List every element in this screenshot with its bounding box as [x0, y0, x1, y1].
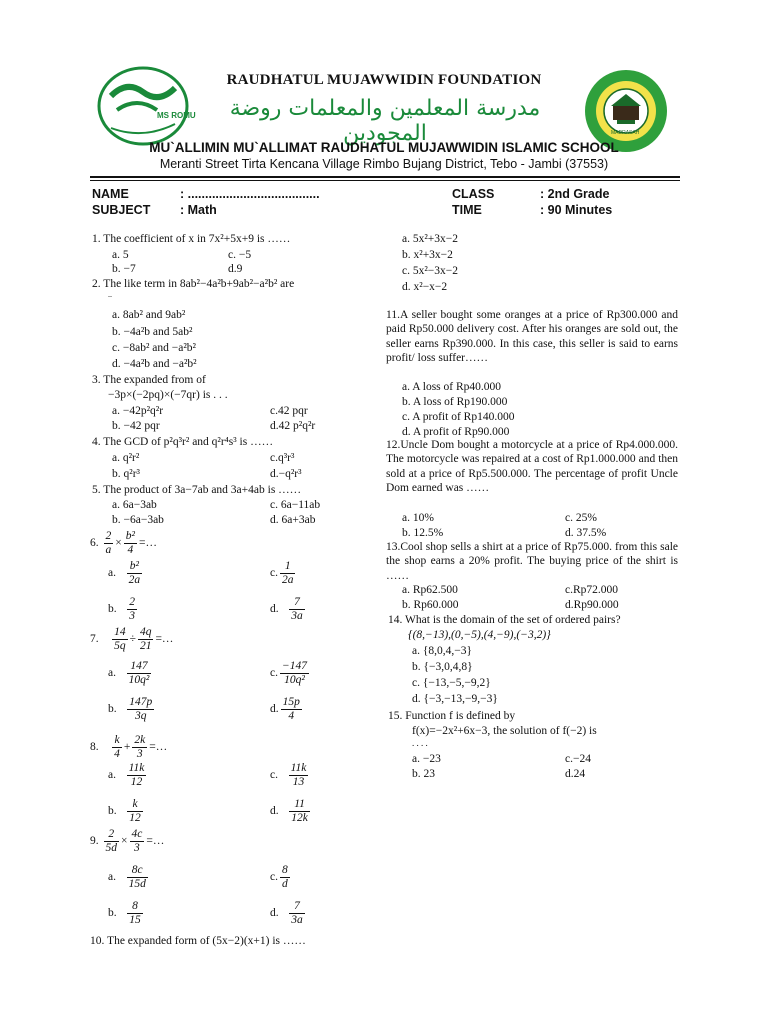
question-12: 12.Uncle Dom bought a motorcycle at a price of Rp4.000.000. The motorcycle was repaired at a cost of Rp1.000.000 and then sold at a price of Rp5.500.000. The percentage of profit Uncle Dom earned was ……: [386, 439, 678, 495]
q6a-label: a.: [108, 566, 116, 579]
q9b-num: 8: [127, 900, 143, 914]
q7d-den: 4: [288, 709, 295, 722]
q2-option-d[interactable]: d. −4a²b and −a²b²: [112, 358, 197, 370]
q10-option-a[interactable]: a. 5x²+3x−2: [402, 233, 459, 245]
q7a-num: 147: [127, 660, 152, 674]
q7a-label: a.: [108, 666, 116, 679]
q6-f1-den: a: [105, 543, 112, 556]
q9-f2-num: 4c: [131, 828, 143, 840]
q8d-label: d.: [270, 804, 279, 817]
school-address: Meranti Street Tirta Kencana Village Rimbo Bujang District, Tebo - Jambi (37553): [159, 157, 609, 171]
question-15-function: f(x)=−2x²+6x−3, the solution of f(−2) is: [412, 725, 597, 737]
q7c-label: c.: [270, 666, 278, 679]
q9-f1-num: 2: [104, 828, 120, 842]
q14-option-b[interactable]: b. {−3,0,4,8}: [412, 661, 473, 673]
q3-option-c[interactable]: c.42 pqr: [270, 405, 308, 417]
q3-option-a[interactable]: a. −42p²q²r: [112, 405, 164, 417]
q13-option-a[interactable]: a. Rp62.500: [402, 584, 458, 596]
q13-option-b[interactable]: b. Rp60.000: [402, 599, 459, 611]
q15-option-c[interactable]: c.−24: [565, 753, 591, 765]
q3-option-d[interactable]: d.42 p²q²r: [270, 420, 316, 432]
q8d-den: 12k: [291, 811, 308, 824]
q8-f2-num: 2k: [134, 734, 146, 746]
q10-option-d[interactable]: d. x²−x−2: [402, 281, 448, 293]
q8a-label: a.: [108, 768, 116, 781]
q7b-num: 147p: [129, 696, 153, 708]
q6-f2-den: 4: [127, 543, 134, 556]
question-3: 3. The expanded from of: [92, 374, 206, 386]
q7c-num: −147: [281, 660, 307, 672]
q14-option-d[interactable]: d. {−3,−13,−9,−3}: [412, 693, 498, 705]
q9c-label: c.: [270, 870, 278, 883]
question-2: 2. The like term in 8ab²−4a²b+9ab²−a²b² are: [92, 278, 295, 290]
q4-option-a[interactable]: a. q²r²: [112, 452, 140, 464]
q8-plus: +: [123, 740, 131, 753]
q4-option-d[interactable]: d.−q²r³: [270, 468, 302, 480]
name-field[interactable]: : ......................................: [180, 187, 320, 201]
q7a-den: 10q²: [128, 673, 150, 686]
q7-equals: =…: [155, 632, 174, 645]
class-value: : 2nd Grade: [540, 187, 610, 201]
q6-f2-num: b²: [125, 530, 135, 542]
q12-option-a[interactable]: a. 10%: [402, 512, 434, 524]
q8a-den: 12: [130, 775, 143, 788]
q9-times: ×: [121, 834, 128, 847]
subject-label: SUBJECT: [92, 203, 151, 217]
q9d-den: 3a: [291, 913, 303, 926]
q2-option-c[interactable]: c. −8ab² and −a²b²: [112, 342, 196, 354]
q12-option-d[interactable]: d. 37.5%: [565, 527, 607, 539]
question-15: 15. Function f is defined by: [388, 710, 516, 722]
q4-option-c[interactable]: c.q³r³: [270, 452, 295, 464]
q9c-den: d: [281, 877, 288, 890]
question-7-number: 7.: [90, 632, 99, 645]
q14-option-a[interactable]: a. {8,0,4,−3}: [412, 645, 473, 657]
q7d-label: d.: [270, 702, 279, 715]
q6d-den: 3a: [291, 609, 303, 622]
q6b-label: b.: [108, 602, 117, 615]
q1-option-d[interactable]: d.9: [228, 263, 243, 275]
time-label: TIME: [452, 203, 482, 217]
q2-option-a[interactable]: a. 8ab² and 9ab²: [112, 309, 186, 321]
q5-option-a[interactable]: a. 6a−3ab: [112, 499, 157, 511]
question-14-set: {(8,−13),(0,−5),(4,−9),(−3,2)}: [408, 629, 551, 641]
time-value: : 90 Minutes: [540, 203, 613, 217]
q13-option-c[interactable]: c.Rp72.000: [565, 584, 619, 596]
foundation-title: RAUDHATUL MUJAWWIDIN FOUNDATION: [226, 72, 542, 88]
q1-option-b[interactable]: b. −7: [112, 263, 136, 275]
q8c-den: 13: [292, 775, 305, 788]
question-11: 11.A seller bought some oranges at a price of Rp300.000 and paid Rp50.000 delivery cost. After his oranges are sold out, the seller earns Rp390.000. In this case, this seller is said to earns profit/ loss suffer……: [386, 309, 678, 365]
q5-option-b[interactable]: b. −6a−3ab: [112, 514, 164, 526]
q11-option-b[interactable]: b. A loss of Rp190.000: [402, 396, 508, 408]
q6b-num: 2: [129, 596, 135, 608]
q7d-num: 15p: [282, 696, 300, 708]
q6d-num: 7: [289, 596, 305, 610]
q9d-num: 7: [289, 900, 305, 914]
q9a-label: a.: [108, 870, 116, 883]
q3-option-b[interactable]: b. −42 pqr: [112, 420, 160, 432]
q6-times: ×: [115, 536, 122, 549]
q10-option-b[interactable]: b. x²+3x−2: [402, 249, 453, 261]
q6c-label: c.: [270, 566, 278, 579]
question-10: 10. The expanded form of (5x−2)(x+1) is ……: [90, 935, 306, 947]
q15-option-d[interactable]: d.24: [565, 768, 586, 780]
question-5: 5. The product of 3a−7ab and 3a+4ab is ……: [92, 484, 302, 496]
q7-f1-num: 14: [114, 626, 126, 638]
question-3-expression: −3p×(−2pq)×(−7qr) is . . .: [108, 389, 228, 401]
q13-option-d[interactable]: d.Rp90.000: [565, 599, 619, 611]
question-6-number: 6.: [90, 536, 99, 549]
question-13: 13.Cool shop sells a shirt at a price of Rp75.000. from this sale the shop earns a 20% profit. The buying price of the shirt is ……: [386, 541, 678, 582]
q10-option-c[interactable]: c. 5x²−3x−2: [402, 265, 459, 277]
q9d-label: d.: [270, 906, 279, 919]
q7-f1-den: 5q: [114, 639, 126, 652]
logo-right-text: MADRASAH: [611, 130, 640, 136]
q15-option-b[interactable]: b. 23: [412, 768, 435, 780]
q7-f2-num: 4q: [139, 626, 152, 638]
q6c-num: 1: [280, 560, 296, 574]
question-2-dots: ..: [108, 290, 112, 299]
question-9-number: 9.: [90, 834, 99, 847]
q8-f1-num: k: [112, 734, 122, 748]
school-name: MU`ALLIMIN MU`ALLIMAT RAUDHATUL MUJAWWIDIN ISLAMIC SCHOOL: [149, 140, 619, 155]
arabic-school-name: مدرسة المعلمين والمعلمات روضة المجودين: [229, 96, 541, 146]
q6-equals: =…: [138, 536, 157, 549]
q5-option-c[interactable]: c. 6a−11ab: [270, 499, 321, 511]
q8-equals: =…: [149, 740, 168, 753]
q8b-den: 12: [129, 811, 141, 824]
q9-equals: =…: [146, 834, 165, 847]
q15-option-a[interactable]: a. −23: [412, 753, 441, 765]
q9-f2-den: 3: [134, 841, 140, 854]
question-15-dots: . . . .: [412, 738, 428, 748]
q9-f1-den: 5d: [105, 841, 117, 854]
q9b-den: 15: [129, 913, 141, 926]
question-1: 1. The coefficient of x in 7x²+5x+9 is ……: [92, 233, 291, 245]
question-4: 4. The GCD of p²q³r² and q²r⁴s³ is ……: [92, 436, 274, 448]
q7c-den: 10q²: [284, 673, 305, 686]
q11-option-d[interactable]: d. A profit of Rp90.000: [402, 426, 510, 438]
q12-option-c[interactable]: c. 25%: [565, 512, 597, 524]
q6a-den: 2a: [128, 573, 141, 586]
q11-option-a[interactable]: a. A loss of Rp40.000: [402, 381, 502, 393]
q8-f2-den: 3: [136, 747, 143, 760]
q6a-num: b²: [127, 560, 143, 574]
q5-option-d[interactable]: d. 6a+3ab: [270, 514, 316, 526]
question-14: 14. What is the domain of the set of ordered pairs?: [388, 614, 621, 626]
q6b-den: 3: [129, 609, 135, 622]
q9a-den: 15d: [128, 877, 146, 890]
q7b-label: b.: [108, 702, 117, 715]
q9b-label: b.: [108, 906, 117, 919]
q8b-label: b.: [108, 804, 117, 817]
q1-option-a[interactable]: a. 5: [112, 249, 129, 261]
q8-f1-den: 4: [114, 747, 120, 760]
q7b-den: 3q: [135, 709, 147, 722]
q11-option-c[interactable]: c. A profit of Rp140.000: [402, 411, 515, 423]
q8d-num: 11: [289, 798, 310, 812]
q4-option-b[interactable]: b. q²r³: [112, 468, 140, 480]
q12-option-b[interactable]: b. 12.5%: [402, 527, 444, 539]
q8a-num: 11k: [128, 762, 145, 774]
q1-option-c[interactable]: c. −5: [228, 249, 252, 261]
q8c-label: c.: [270, 768, 278, 781]
q7-f2-den: 21: [139, 639, 152, 652]
q6d-label: d.: [270, 602, 279, 615]
q2-option-b[interactable]: b. −4a²b and 5ab²: [112, 326, 193, 338]
q6c-den: 2a: [281, 573, 294, 586]
q8b-num: k: [127, 798, 143, 812]
name-label: NAME: [92, 187, 129, 201]
q9c-num: 8: [281, 864, 288, 876]
q14-option-c[interactable]: c. {−13,−5,−9,2}: [412, 677, 491, 689]
question-8-number: 8.: [90, 740, 99, 753]
q9a-num: 8c: [127, 864, 148, 878]
subject-value: : Math: [180, 203, 217, 217]
q7-div: ÷: [129, 632, 136, 645]
class-label: CLASS: [452, 187, 495, 201]
q8c-num: 11k: [290, 762, 307, 774]
logo-left-text: MS ROMU: [157, 111, 196, 120]
q6-f1-num: 2: [105, 530, 112, 542]
